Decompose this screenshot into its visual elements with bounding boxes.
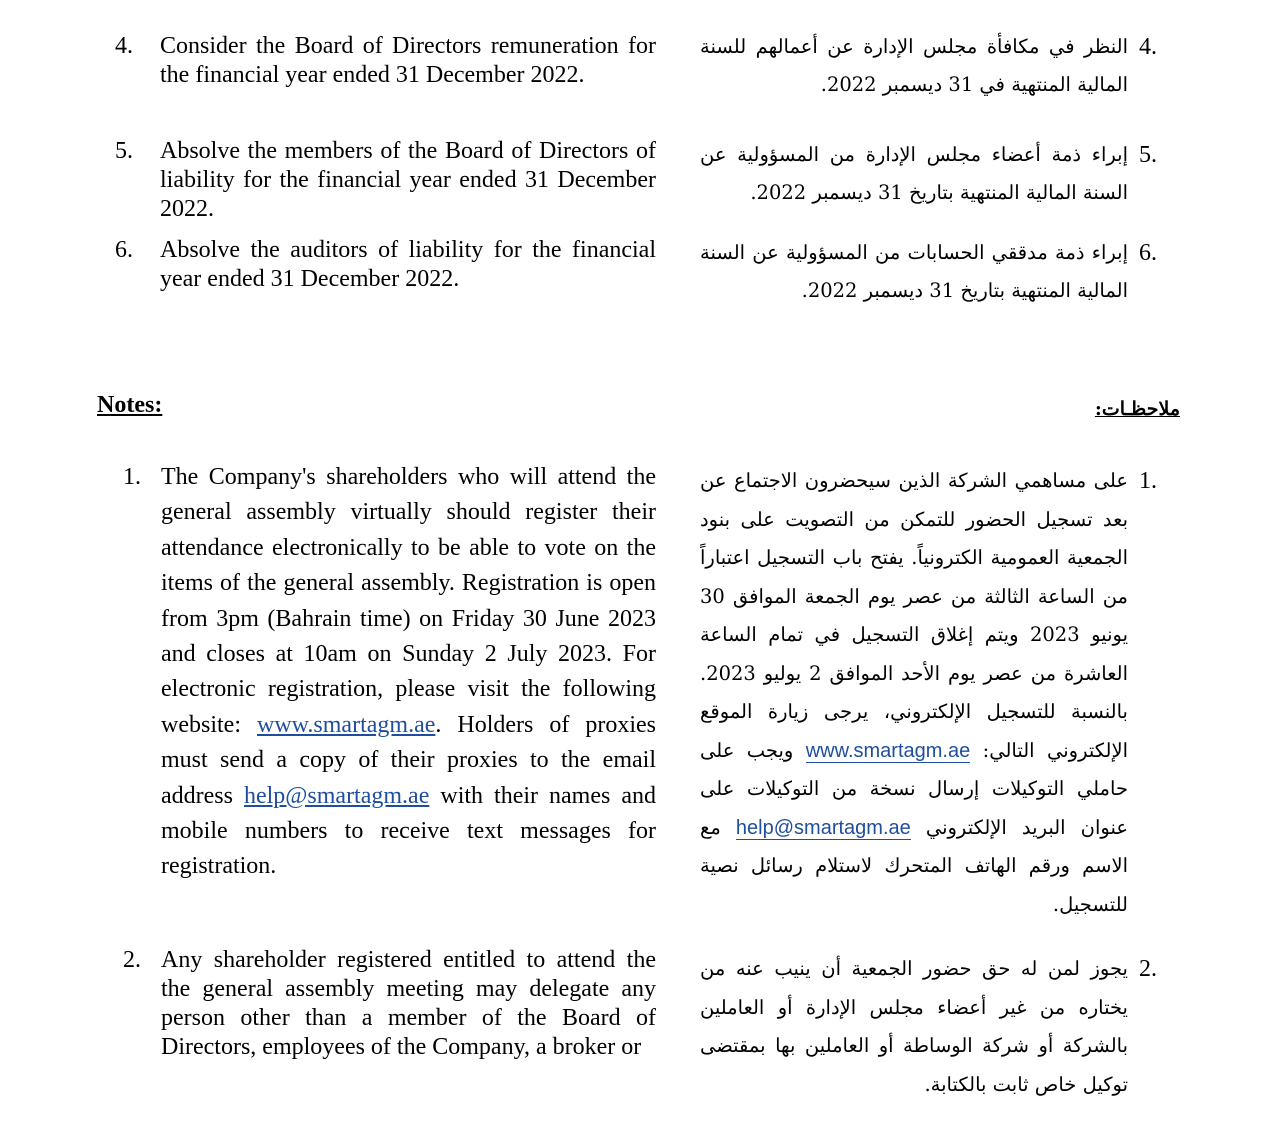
note-1-number: 1. <box>123 464 141 490</box>
item-4-text-ar: النظر في مكافأة مجلس الإدارة عن أعمالهم للسنة المالية المنتهية في 31 ديسمبر 2022. <box>700 35 1128 96</box>
note-2-number-ar: 2. <box>1139 956 1157 982</box>
item-5-number-ar: 5. <box>1139 142 1157 168</box>
note-1-text-part: . Holders of proxies must send a copy of their proxies to the email address <box>161 711 656 809</box>
note-1-text-part: The Company's shareholders who will attend the general assembly virtually should register their attendance electronically to be able to vote on the items of the general assembly. Registration is open from 3pm (Bahrain time) on Friday 30 June 2023 and closes at 10am on Sunday 2 July 2023. For electronic registration, please visit the following website: <box>161 464 656 738</box>
item-5-text-en: Absolve the members of the Board of Directors of liability for the financial year ended 31 December 2022. <box>160 138 656 222</box>
notes-heading-en: Notes: <box>97 392 163 418</box>
note-1-text-ar-part: ويجب على حاملي التوكيلات إرسال نسخة من التوكيلات على عنوان البريد الإلكتروني <box>700 738 1128 839</box>
note-2-text-en: Any shareholder registered entitled to attend the the general assembly meeting may delegate any person other than a member of the Board of Directors, employees of the Company, a broker or <box>161 947 656 1060</box>
item-6-text-ar: إبراء ذمة مدققي الحسابات من المسؤولية عن السنة المالية المنتهية بتاريخ 31 ديسمبر 2022. <box>700 241 1128 302</box>
note-1-text-part: with their names and mobile numbers to receive text messages for registration. <box>161 782 656 880</box>
item-4-number: 4. <box>115 33 133 59</box>
note-2-text-ar: يجوز لمن له حق حضور الجمعية أن ينيب عنه من يختاره من غير أعضاء مجلس الإدارة أو العاملين بالشركة أو شركة الوساطة أو العاملين بها بمقتضى توكيل خاص ثابت بالكتابة. <box>700 957 1128 1096</box>
item-5-text-ar: إبراء ذمة أعضاء مجلس الإدارة من المسؤولية عن السنة المالية المنتهية بتاريخ 31 ديسمبر 2022. <box>700 143 1128 204</box>
item-4-text-en: Consider the Board of Directors remuneration for the financial year ended 31 December 2022. <box>160 33 656 88</box>
note-1-text-ar-part: على مساهمي الشركة الذين سيحضرون الاجتماع عن بعد تسجيل الحضور للتمكن من التصويت على بنود الجمعية العمومية الكترونياً. يفتح باب التسجيل اعتباراً من الساعة الثالثة من عصر يوم الجمعة الموافق 30 يونيو 2023 ويتم إغلاق التسجيل في تمام الساعة العاشرة من عصر يوم الأحد الموافق 2 يوليو 2023. بالنسبة للتسجيل الإلكتروني، يرجى زيارة الموقع الإلكتروني التالي: <box>700 469 1128 762</box>
note-1-number-ar: 1. <box>1139 468 1157 494</box>
email-link-ar[interactable]: help@smartagm.ae <box>735 816 911 839</box>
item-6-number-ar: 6. <box>1139 240 1157 266</box>
website-link-ar[interactable]: www.smartagm.ae <box>805 739 971 762</box>
item-6-text-en: Absolve the auditors of liability for the financial year ended 31 December 2022. <box>160 237 656 292</box>
website-link[interactable]: www.smartagm.ae <box>256 711 436 738</box>
email-link[interactable]: help@smartagm.ae <box>243 782 430 809</box>
notes-heading-ar: ملاحظـات: <box>1094 398 1180 420</box>
note-1-text-ar-part: مع الاسم ورقم الهاتف المتحرك لاستلام رسائل نصية للتسجيل. <box>700 815 1128 916</box>
item-6-number: 6. <box>115 237 133 263</box>
note-1-text-en <box>161 460 656 885</box>
note-1-text-ar <box>700 462 1128 924</box>
item-5-number: 5. <box>115 138 133 164</box>
item-4-number-ar: 4. <box>1139 34 1157 60</box>
note-2-number: 2. <box>123 947 141 973</box>
